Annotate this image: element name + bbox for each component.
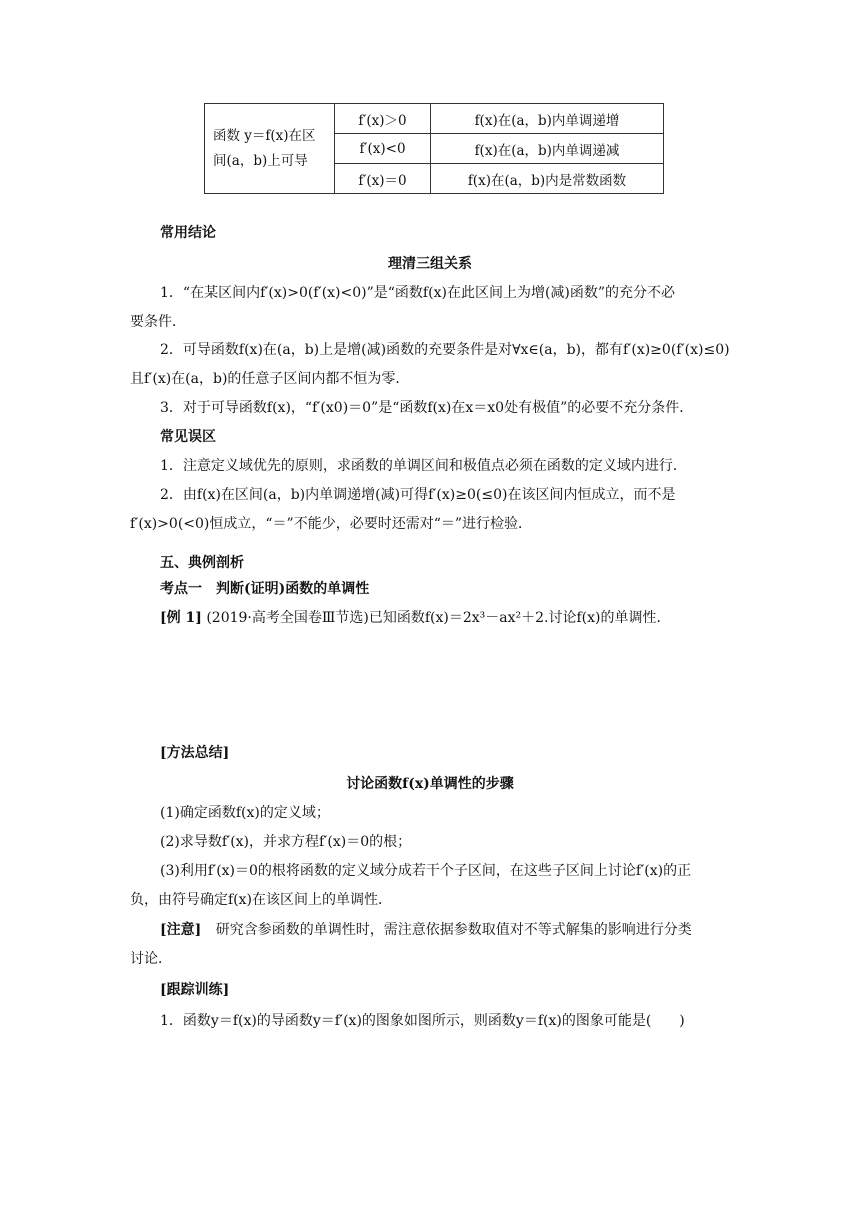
text-line: 3．对于可导函数f(x)，“f′(x0)＝0”是“函数f(x)在x＝x0处有极值”的必要不充分条件． [160,400,694,416]
text-line: 2．由f(x)在区间(a，b)内单调递增(减)可得f′(x)≥0(≤0)在该区间内恒成立，而不是 [160,487,676,503]
method-summary-title: 讨论函数f(x)单调性的步骤 [346,776,514,792]
table-condition-cell: f′(x)<0 [335,134,431,164]
monotonicity-table [204,103,664,194]
section-heading: 五、典例剖析 [160,555,244,571]
text-line: (3)利用f′(x)＝0的根将函数的定义域分成若干个子区间，在这些子区间上讨论f′(x)的正 [160,863,692,879]
method-summary-label: [方法总结] [160,745,230,761]
text-line: 讨论． [130,951,172,967]
training-label: [跟踪训练] [160,982,230,998]
note-line [160,920,692,940]
example-line [160,608,670,628]
text-line: 要条件． [130,314,186,330]
question-line: 1．函数y＝f(x)的导函数y＝f′(x)的图象如图所示，则函数y＝f(x)的图象可能是( ) [160,1013,685,1029]
text-line: (1)确定函数f(x)的定义域； [160,805,330,821]
table-result-cell: f(x)在(a，b)内单调递减 [431,134,664,164]
table-header-line: 函数 y＝f(x)在区 [213,127,316,144]
example-text: (2019·高考全国卷Ⅲ节选)已知函数f(x)＝2x³－ax²＋2.讨论f(x)的单调性． [206,610,671,626]
table-condition-cell: f′(x)＞0 [335,104,431,134]
text-line: 1．“在某区间内f′(x)>0(f′(x)<0)”是“函数f(x)在此区间上为增(减)函数”的充分不必 [160,285,676,301]
section-heading: 常见误区 [160,429,216,445]
table-result-cell: f(x)在(a，b)内单调递增 [431,104,664,134]
note-label: [注意] [160,922,202,938]
text-line: 1．注意定义域优先的原则，求函数的单调区间和极值点必须在函数的定义域内进行． [160,458,687,474]
text-line: 且f′(x)在(a，b)的任意子区间内都不恒为零． [130,371,410,387]
topic-heading: 考点一 判断(证明)函数的单调性 [160,581,370,597]
text-line: f′(x)>0(<0)恒成立，“＝”不能少，必要时还需对“＝”进行检验． [130,516,533,532]
table-header-line: 间(a，b)上可导 [213,152,308,169]
table-condition-cell: f′(x)＝0 [335,164,431,194]
note-text: 研究含参函数的单调性时，需注意依据参数取值对不等式解集的影响进行分类 [215,922,692,938]
text-line: 2．可导函数f(x)在(a，b)上是增(减)函数的充要条件是对∀x∈(a，b)，都有f′(x)≥0(f′(x)≤0) [160,342,730,358]
table-header-cell [205,104,335,194]
text-line: (2)求导数f′(x)，并求方程f′(x)＝0的根； [160,834,412,850]
section-heading: 常用结论 [160,225,216,241]
text-line: 负，由符号确定f(x)在该区间上的单调性． [130,892,392,908]
table-row [205,104,664,134]
section-subtitle: 理清三组关系 [388,256,472,272]
table-result-cell: f(x)在(a，b)内是常数函数 [431,164,664,194]
example-label: [例 1] [160,610,202,626]
